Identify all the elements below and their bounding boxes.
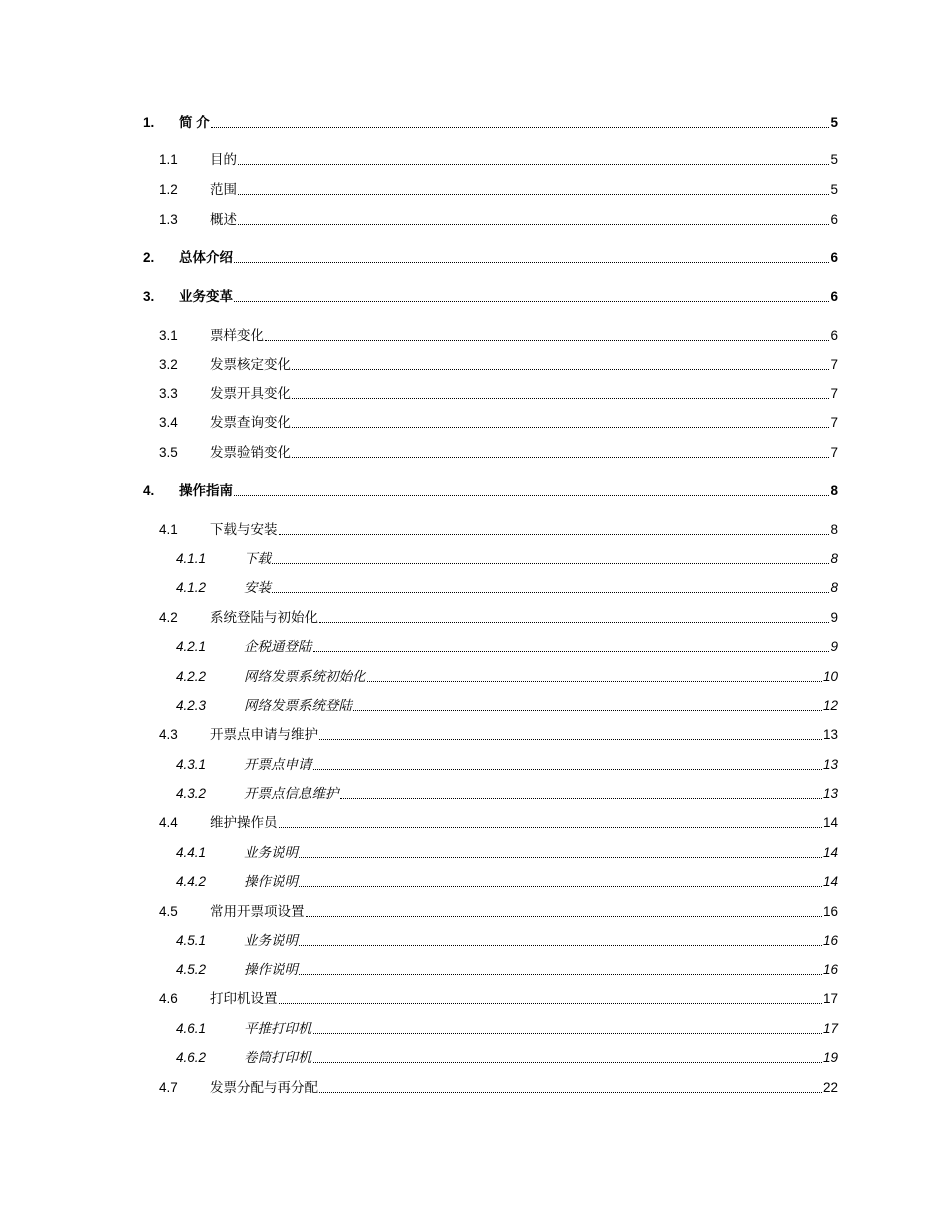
toc-entry-title: 发票分配与再分配	[210, 1080, 318, 1095]
toc-dot-leader	[299, 974, 822, 975]
toc-entry-number: 4.7	[159, 1080, 178, 1095]
toc-entry-page-number: 7	[830, 445, 838, 460]
toc-dot-leader	[340, 798, 822, 799]
toc-dot-leader	[299, 886, 822, 887]
toc-entry-number: 3.2	[159, 357, 178, 372]
toc-entry-number: 4.6.1	[176, 1021, 207, 1036]
toc-dot-leader	[234, 495, 829, 496]
toc-entry[interactable]	[0, 210, 838, 230]
toc-dot-leader	[279, 534, 830, 535]
toc-entry-page-number: 7	[830, 415, 838, 430]
toc-entry-number: 4.4.2	[176, 874, 207, 889]
toc-entry[interactable]	[0, 549, 838, 569]
toc-entry-title: 票样变化	[210, 328, 264, 343]
toc-entry-title: 业务说明	[244, 933, 298, 948]
toc-entry-page-number: 10	[822, 669, 838, 684]
toc-entry-page-number: 6	[830, 328, 838, 343]
toc-dot-leader	[292, 398, 829, 399]
toc-entry-number: 4.3	[159, 727, 178, 742]
toc-dot-leader	[299, 857, 822, 858]
toc-entry-page-number: 5	[830, 182, 838, 197]
toc-entry-title: 企税通登陆	[244, 639, 312, 654]
toc-entry[interactable]	[0, 1019, 838, 1039]
toc-entry[interactable]	[0, 384, 838, 404]
toc-entry-page-number: 13	[822, 757, 838, 772]
toc-entry-title: 开票点申请	[244, 757, 312, 772]
toc-entry-number: 3.3	[159, 386, 178, 401]
toc-entry-number: 4.2	[159, 610, 178, 625]
toc-entry-page-number: 7	[830, 386, 838, 401]
toc-entry-number: 4.5	[159, 904, 178, 919]
toc-entry-page-number: 14	[822, 845, 838, 860]
toc-entry-title: 操作说明	[244, 962, 298, 977]
toc-entry-number: 3.5	[159, 445, 178, 460]
toc-entry[interactable]	[0, 481, 838, 501]
toc-entry-page-number: 5	[830, 152, 838, 167]
toc-entry[interactable]	[0, 113, 838, 133]
toc-entry[interactable]	[0, 248, 838, 268]
toc-entry-number: 4.1	[159, 522, 178, 537]
toc-entry-page-number: 8	[830, 551, 838, 566]
toc-entry[interactable]	[0, 1078, 838, 1098]
toc-entry-number: 4.5.2	[176, 962, 207, 977]
toc-entry-page-number: 7	[830, 357, 838, 372]
toc-entry[interactable]	[0, 667, 838, 687]
toc-entry[interactable]	[0, 150, 838, 170]
toc-dot-leader	[279, 827, 822, 828]
toc-entry[interactable]	[0, 355, 838, 375]
toc-entry-number: 4.3.2	[176, 786, 207, 801]
toc-entry-page-number: 5	[830, 115, 838, 130]
toc-entry-number: 3.1	[159, 328, 178, 343]
toc-entry-page-number: 8	[830, 580, 838, 595]
toc-entry-title: 发票核定变化	[210, 357, 291, 372]
toc-entry-title: 下载	[244, 551, 271, 566]
toc-entry-page-number: 6	[830, 250, 838, 265]
toc-dot-leader	[238, 194, 829, 195]
toc-entry[interactable]	[0, 520, 838, 540]
toc-dot-leader	[313, 769, 822, 770]
toc-entry-number: 4.6.2	[176, 1050, 207, 1065]
toc-entry[interactable]	[0, 287, 838, 307]
toc-entry-title: 常用开票项设置	[210, 904, 305, 919]
toc-entry-number: 4.1.2	[176, 580, 207, 595]
toc-dot-leader	[279, 1003, 822, 1004]
toc-entry-number: 4.4.1	[176, 845, 207, 860]
toc-entry[interactable]	[0, 608, 838, 628]
toc-entry-number: 4.2.1	[176, 639, 207, 654]
toc-entry-number: 3.4	[159, 415, 178, 430]
toc-entry-title: 范围	[210, 182, 237, 197]
toc-entry-title: 平推打印机	[244, 1021, 312, 1036]
toc-entry[interactable]	[0, 843, 838, 863]
toc-entry-title: 开票点申请与维护	[210, 727, 318, 742]
toc-entry-page-number: 6	[830, 212, 838, 227]
toc-dot-leader	[353, 710, 822, 711]
toc-entry-title: 总体介绍	[179, 250, 233, 265]
toc-entry-page-number: 12	[822, 698, 838, 713]
toc-entry-page-number: 9	[830, 610, 838, 625]
toc-entry-number: 4.6	[159, 991, 178, 1006]
toc-entry[interactable]	[0, 1048, 838, 1068]
toc-dot-leader	[367, 681, 822, 682]
toc-entry-title: 下载与安装	[210, 522, 278, 537]
toc-entry[interactable]	[0, 326, 838, 346]
toc-dot-leader	[238, 224, 829, 225]
toc-entry-page-number: 16	[822, 933, 838, 948]
toc-dot-leader	[319, 739, 822, 740]
toc-entry-title: 概述	[210, 212, 237, 227]
toc-dot-leader	[306, 916, 822, 917]
toc-entry-number: 4.2.3	[176, 698, 207, 713]
toc-dot-leader	[313, 651, 830, 652]
toc-entry-title: 系统登陆与初始化	[210, 610, 318, 625]
toc-entry-page-number: 14	[822, 815, 838, 830]
toc-entry[interactable]	[0, 578, 838, 598]
toc-entry-title: 安装	[244, 580, 271, 595]
toc-entry-page-number: 8	[830, 483, 838, 498]
toc-entry[interactable]	[0, 960, 838, 980]
toc-entry-number: 3.	[143, 289, 155, 304]
toc-entry-title: 维护操作员	[210, 815, 278, 830]
toc-dot-leader	[299, 945, 822, 946]
toc-dot-leader	[319, 622, 829, 623]
toc-entry-title: 网络发票系统初始化	[244, 669, 366, 684]
toc-dot-leader	[313, 1033, 822, 1034]
toc-dot-leader	[234, 301, 829, 302]
toc-entry-page-number: 13	[822, 786, 838, 801]
toc-dot-leader	[265, 340, 829, 341]
toc-dot-leader	[292, 457, 829, 458]
toc-entry-number: 4.3.1	[176, 757, 207, 772]
toc-entry[interactable]	[0, 180, 838, 200]
toc-entry[interactable]	[0, 813, 838, 833]
toc-entry-number: 4.2.2	[176, 669, 207, 684]
toc-entry-title: 发票验销变化	[210, 445, 291, 460]
toc-dot-leader	[234, 262, 829, 263]
toc-entry[interactable]	[0, 755, 838, 775]
toc-entry-title: 开票点信息维护	[244, 786, 339, 801]
toc-dot-leader	[313, 1062, 822, 1063]
toc-entry-page-number: 16	[822, 904, 838, 919]
toc-entry-page-number: 17	[822, 1021, 838, 1036]
toc-entry-title: 操作指南	[179, 483, 233, 498]
toc-entry-title: 打印机设置	[210, 991, 278, 1006]
toc-entry[interactable]	[0, 725, 838, 745]
toc-entry-title: 网络发票系统登陆	[244, 698, 352, 713]
toc-dot-leader	[292, 369, 829, 370]
toc-entry[interactable]	[0, 443, 838, 463]
toc-entry-number: 4.1.1	[176, 551, 207, 566]
toc-entry-title: 操作说明	[244, 874, 298, 889]
toc-dot-leader	[272, 592, 829, 593]
toc-entry-title: 发票开具变化	[210, 386, 291, 401]
toc-entry[interactable]	[0, 413, 838, 433]
toc-entry-number: 1.3	[159, 212, 178, 227]
toc-dot-leader	[292, 427, 829, 428]
toc-entry[interactable]	[0, 872, 838, 892]
toc-entry-number: 2.	[143, 250, 155, 265]
toc-entry[interactable]	[0, 989, 838, 1009]
toc-dot-leader	[319, 1092, 822, 1093]
toc-entry-title: 目的	[210, 152, 237, 167]
toc-entry-page-number: 17	[822, 991, 838, 1006]
toc-entry-number: 1.2	[159, 182, 178, 197]
toc-entry[interactable]	[0, 931, 838, 951]
toc-entry-page-number: 13	[822, 727, 838, 742]
toc-entry-title: 发票查询变化	[210, 415, 291, 430]
toc-entry-title: 业务说明	[244, 845, 298, 860]
toc-entry-page-number: 16	[822, 962, 838, 977]
toc-entry-number: 4.	[143, 483, 155, 498]
toc-entry[interactable]	[0, 637, 838, 657]
toc-entry-title: 业务变革	[179, 289, 233, 304]
toc-entry-page-number: 8	[830, 522, 838, 537]
toc-entry-page-number: 22	[822, 1080, 838, 1095]
toc-entry[interactable]	[0, 696, 838, 716]
toc-entry-page-number: 9	[830, 639, 838, 654]
toc-dot-leader	[272, 563, 829, 564]
toc-dot-leader	[211, 127, 830, 128]
toc-entry[interactable]	[0, 784, 838, 804]
toc-entry[interactable]	[0, 902, 838, 922]
toc-entry-number: 1.1	[159, 152, 178, 167]
toc-dot-leader	[238, 164, 829, 165]
toc-entry-number: 4.5.1	[176, 933, 207, 948]
toc-entry-page-number: 19	[822, 1050, 838, 1065]
toc-entry-page-number: 14	[822, 874, 838, 889]
toc-entry-title: 简 介	[179, 115, 210, 130]
toc-entry-page-number: 6	[830, 289, 838, 304]
toc-entry-number: 1.	[143, 115, 155, 130]
toc-entry-number: 4.4	[159, 815, 178, 830]
toc-entry-title: 卷筒打印机	[244, 1050, 312, 1065]
